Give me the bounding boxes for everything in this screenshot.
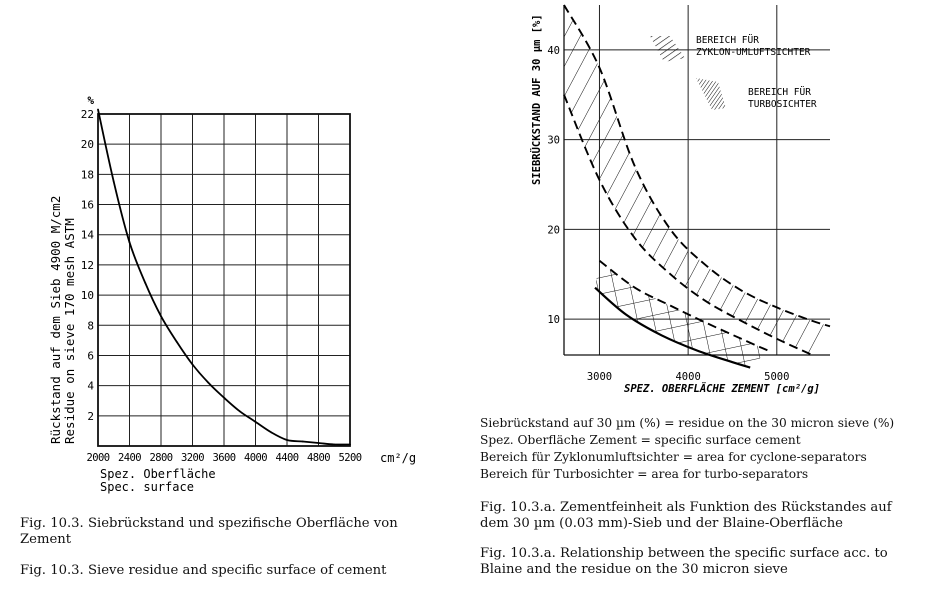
left-y-tick-label: 2: [87, 409, 94, 423]
left-y-tick-label: 22: [80, 108, 94, 121]
left-x-tick-label: 2400: [118, 452, 141, 464]
left-y-axis-label: Rückstand auf dem Sieb 4900 M/cm2: [48, 195, 63, 444]
right-x-tick-label: 3000: [586, 371, 613, 383]
legend-line-4: Bereich für Turbosichter = area for turbo-separators: [480, 467, 809, 481]
legend-line-2: Spez. Oberfläche Zement = specific surface cement: [480, 433, 801, 447]
legend-label-zyklon: ZYKLON-UMLUFTSICHTER: [696, 47, 811, 58]
left-x-tick-label: 3600: [212, 452, 236, 464]
left-data-point: [129, 241, 131, 243]
left-y-tick-label: 10: [80, 289, 94, 303]
left-x-unit: cm²/g: [380, 451, 417, 465]
left-data-point: [318, 442, 320, 444]
left-data-point: [286, 439, 288, 441]
legend-line-1: Siebrückstand auf 30 µm (%) = residue on the 30 micron sieve (%): [480, 416, 895, 430]
left-y-unit: %: [87, 94, 94, 107]
left-data-point: [144, 282, 146, 284]
right-x-tick-label: 5000: [764, 371, 790, 383]
right-y-tick-label: 10: [547, 314, 560, 327]
right-y-tick-label: 30: [547, 134, 560, 147]
left-y-tick-label: 14: [80, 228, 94, 242]
legend-swatch-turbo: [696, 78, 726, 110]
left-x-axis-label: Spez. Oberfläche: [100, 467, 216, 481]
left-x-tick-label: 4000: [244, 452, 267, 464]
left-y-tick-label: 8: [87, 319, 94, 333]
left-y-tick-label: 6: [87, 349, 94, 363]
right-legend-text: [480, 415, 894, 483]
legend-label-zyklon: BEREICH FÜR: [696, 35, 759, 46]
left-data-point: [160, 315, 162, 317]
left-caption-en: Fig. 10.3. Sieve residue and specific surface of cement: [20, 563, 387, 578]
right-x-tick-label: 4000: [675, 371, 701, 383]
left-data-point: [176, 341, 178, 343]
left-data-point: [349, 444, 351, 446]
left-x-tick-label: 5200: [338, 452, 362, 464]
right-x-axis-label: SPEZ. OBERFLÄCHE ZEMENT [cm²/g]: [624, 383, 820, 395]
legend-swatch-zyklon: [650, 36, 685, 62]
right-y-tick-label: 20: [547, 224, 560, 237]
left-x-tick-label: 3200: [181, 452, 204, 464]
right-y-tick-label: 40: [547, 44, 560, 57]
left-y-tick-label: 12: [80, 258, 94, 272]
left-chart-svg: [40, 80, 420, 500]
left-data-point: [223, 397, 225, 399]
left-y-tick-label: 16: [80, 198, 94, 212]
left-data-point: [207, 382, 209, 384]
legend-label-turbo: BEREICH FÜR: [748, 87, 811, 98]
left-caption-de: Fig. 10.3. Siebrückstand und spezifische Oberfläche von Zement: [20, 516, 398, 547]
left-y-axis-label: Residue on sieve 170 mesh ASTM: [62, 218, 77, 444]
legend-label-turbo: TURBOSICHTER: [748, 99, 817, 110]
left-data-point: [97, 109, 99, 111]
left-y-tick-label: 20: [80, 138, 94, 152]
left-x-tick-label: 2800: [149, 452, 173, 464]
left-x-axis-label: Spec. surface: [100, 480, 194, 494]
left-y-tick-label: 18: [80, 168, 94, 182]
left-x-tick-label: 4400: [275, 452, 299, 464]
left-data-point: [333, 444, 335, 446]
right-caption-de: Fig. 10.3.a. Zementfeinheit als Funktion des Rückstandes auf dem 30 µm (0.03 mm)-Sieb und der Blaine-Oberfläche: [480, 500, 892, 531]
left-x-tick-label: 4800: [307, 452, 330, 464]
legend-line-3: Bereich für Zyklonumluftsichter = area for cyclone-separators: [480, 450, 867, 464]
left-data-point: [302, 441, 304, 443]
left-data-point: [192, 364, 194, 366]
left-data-point: [239, 410, 241, 412]
right-caption-en: Fig. 10.3.a. Relationship between the specific surface acc. to Blaine and the residue on the 30 micron sieve: [480, 546, 888, 577]
left-x-tick-label: 2000: [86, 452, 110, 464]
right-chart-svg: [520, 0, 925, 405]
left-data-point: [270, 432, 272, 434]
right-y-axis-label: SIEBRÜCKSTAND AUF 30 µm [%]: [531, 14, 543, 185]
left-data-point: [255, 421, 257, 423]
right-chart: [520, 0, 925, 405]
left-data-point: [113, 181, 115, 183]
left-chart: [40, 80, 420, 500]
left-y-tick-label: 4: [87, 379, 94, 393]
